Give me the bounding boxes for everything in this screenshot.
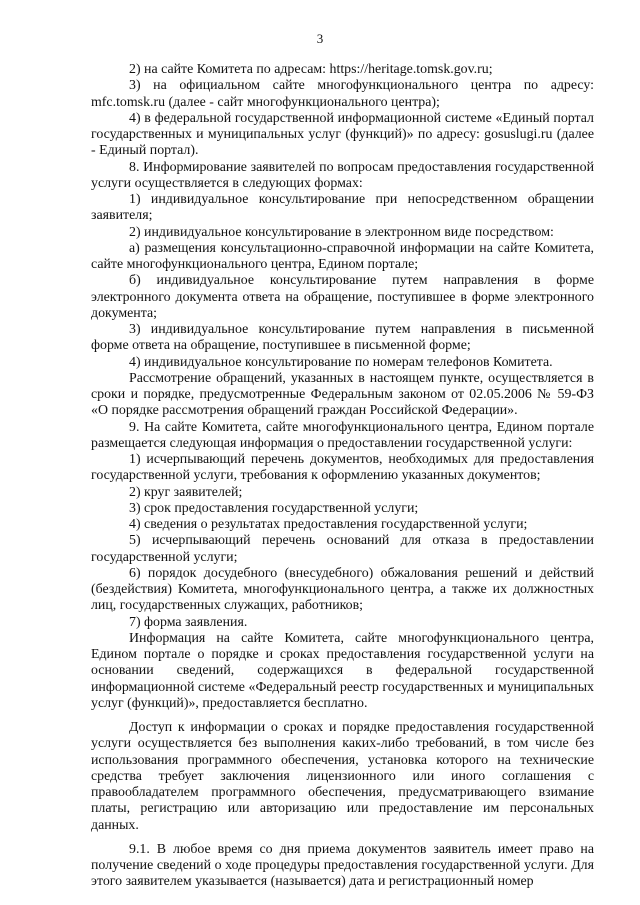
- paragraph: 2) индивидуальное консультирование в электронном виде посредством:: [129, 224, 554, 240]
- paragraph: 7) форма заявления.: [129, 614, 248, 630]
- document-body: [91, 62, 594, 891]
- page-number: 3: [316, 31, 324, 46]
- paragraph: 9.1. В любое время со дня приема документов заявитель имеет право на получение сведений о ходе процедуры предоставления государственной услуги. Для этого заявителем указывается (называется) дата и регистрационный номер: [91, 841, 594, 890]
- paragraph: а) размещения консультационно-справочной информации на сайте Комитета, сайте многофункционального центра, Едином портале;: [91, 240, 594, 272]
- paragraph: 9. На сайте Комитета, сайте многофункционального центра, Едином портале размещается следующая информация о предоставлении государственной услуги:: [91, 419, 594, 451]
- paragraph: 5) исчерпывающий перечень оснований для отказа в предоставлении государственной услуги;: [91, 533, 594, 565]
- paragraph: 3) срок предоставления государственной услуги;: [129, 500, 419, 516]
- paragraph: Информация на сайте Комитета, сайте многофункционального центра, Едином портале о порядке и сроках предоставления государственной услуги на основании сведений, содержащихся в федеральной государственной информационной системе «Федеральный реестр государственных и муниципальных услуг (функций)», предоставляется бесплатно.: [91, 630, 594, 711]
- paragraph: 8. Информирование заявителей по вопросам предоставления государственной услуги осуществляется в следующих формах:: [91, 159, 594, 191]
- paragraph: 2) на сайте Комитета по адресам: https://heritage.tomsk.gov.ru;: [129, 62, 493, 77]
- paragraph: б) индивидуальное консультирование путем направления в форме электронного документа ответа на обращение, поступившее в форме электронного документа;: [91, 273, 594, 321]
- paragraph: 1) индивидуальное консультирование при непосредственном обращении заявителя;: [91, 192, 594, 224]
- paragraph: 6) порядок досудебного (внесудебного) обжалования решений и действий (бездействия) Комитета, многофункционального центра, а также их должностных лиц, государственных служащих, работников;: [91, 565, 594, 614]
- paragraph: 1) исчерпывающий перечень документов, необходимых для предоставления государственной услуги, требования к оформлению указанных документов;: [91, 452, 594, 484]
- paragraph: Доступ к информации о сроках и порядке предоставления государственной услуги осуществляется без выполнения каких-либо требований, в том числе без использования программного обеспечения, установка которого на технические средства требует заключения лицензионного или иного соглашения с правообладателем программного обеспечения, предусматривающего взимание платы, регистрацию или авторизацию или предоставление им персональных данных.: [91, 720, 594, 833]
- paragraph: 4) в федеральной государственной информационной системе «Единый портал государственных и муниципальных услуг (функций)» по адресу: gosuslugi.ru (далее - Единый портал).: [91, 110, 594, 159]
- paragraph: 4) сведения о результатах предоставления государственной услуги;: [129, 517, 528, 532]
- paragraph: 3) на официальном сайте многофункционального центра по адресу: mfc.tomsk.ru (далее - сайт многофункционального центра);: [91, 78, 594, 110]
- paragraph: Рассмотрение обращений, указанных в настоящем пункте, осуществляется в сроки и порядке, предусмотренные Федеральным законом от 02.05.2006 № 59-ФЗ «О порядке рассмотрения обращений граждан Российской Федерации».: [91, 370, 594, 419]
- paragraph: 4) индивидуальное консультирование по номерам телефонов Комитета.: [129, 354, 553, 370]
- paragraph: 2) круг заявителей;: [129, 484, 243, 500]
- paragraph: 3) индивидуальное консультирование путем направления в письменной форме ответа на обращение, поступившее в письменной форме;: [91, 322, 594, 354]
